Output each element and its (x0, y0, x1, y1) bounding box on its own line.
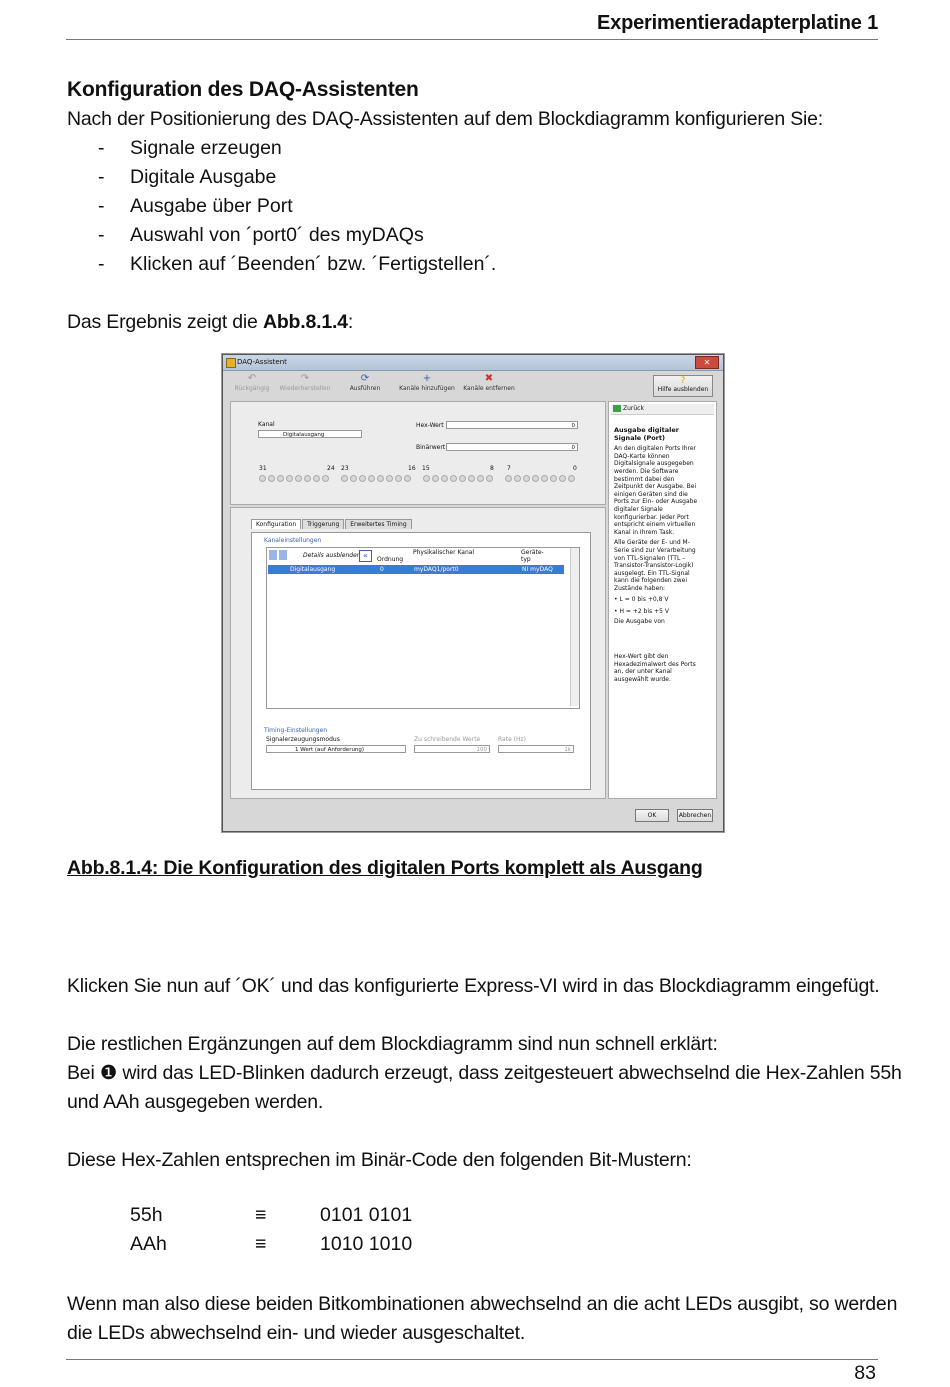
bullet-text: Ausgabe über Port (130, 195, 293, 217)
bit-led (350, 475, 357, 482)
collapse-icon[interactable]: « (359, 550, 372, 562)
rate-label: Rate (Hz) (498, 736, 527, 743)
tab-advanced-timing[interactable]: Erweitertes Timing (345, 519, 411, 529)
help-content (614, 427, 702, 684)
equivalence-symbol: ≡ (255, 1233, 267, 1255)
bit-led (368, 475, 375, 482)
binary-value: 0101 0101 (320, 1204, 413, 1226)
result-text (67, 308, 353, 337)
bit-led (559, 475, 566, 482)
bit-led (341, 475, 348, 482)
samples-label: Zu schreibende Werte (414, 736, 481, 743)
equivalence-symbol: ≡ (255, 1204, 267, 1226)
plus-icon: + (422, 373, 432, 384)
tab-triggering[interactable]: Triggerung (302, 519, 344, 529)
bit-led (286, 475, 293, 482)
redo-icon: ↷ (300, 373, 310, 384)
bit-led (404, 475, 411, 482)
config-tabs (251, 519, 413, 529)
bit-led (532, 475, 539, 482)
bit-label: 0 (573, 465, 577, 472)
config-panel (230, 507, 606, 799)
back-link[interactable]: Zurück (623, 405, 644, 412)
hide-details-label: Details ausblenden (303, 552, 361, 559)
hide-help-button[interactable] (653, 375, 713, 397)
bit-led (259, 475, 266, 482)
samples-field[interactable]: 100 (414, 745, 490, 753)
marker-one-icon: ❶ (99, 1062, 118, 1084)
column-order: Ordnung (377, 556, 404, 563)
paragraph (67, 1059, 902, 1088)
running-header: Experimentieradapterplatine 1 (597, 12, 878, 34)
help-nav (611, 404, 714, 415)
daq-assistant-screenshot (222, 354, 724, 832)
move-up-icon[interactable] (269, 550, 277, 560)
figure-reference: Abb.8.1.4 (262, 311, 348, 333)
bullet-item: - Signale erzeugen (98, 137, 282, 159)
run-icon: ⟳ (360, 373, 370, 384)
undo-icon: ↶ (247, 373, 257, 384)
bit-led (505, 475, 512, 482)
bit-led (550, 475, 557, 482)
bit-led (313, 475, 320, 482)
help-bullet: • L = 0 bis +0,8 V (614, 596, 669, 604)
remove-channels-button[interactable] (461, 373, 517, 392)
add-channels-label: Kanäle hinzufügen (399, 385, 455, 392)
bit-led (468, 475, 475, 482)
section-title: Konfiguration des DAQ-Assistenten (67, 78, 419, 101)
bit-label: 23 (341, 465, 349, 472)
bit-led (295, 475, 302, 482)
hide-help-label: Hilfe ausblenden (657, 386, 709, 393)
bit-led (441, 475, 448, 482)
bit-led (386, 475, 393, 482)
bit-led (514, 475, 521, 482)
result-prefix: Das Ergebnis zeigt die (67, 311, 263, 333)
page-number: 83 (854, 1362, 876, 1384)
bullet-text: Auswahl von ´port0´ des myDAQs (130, 224, 424, 246)
intro-text: Nach der Positionierung des DAQ-Assistenten auf dem Blockdiagramm konfigurieren Sie: (67, 108, 823, 130)
hex-label: Hex-Wert (416, 422, 444, 429)
toolbar (231, 373, 607, 397)
column-channel: Physikalischer Kanal (413, 549, 475, 556)
bit-led (377, 475, 384, 482)
bullet-text: Digitale Ausgabe (130, 166, 277, 188)
bit-label: 16 (408, 465, 416, 472)
close-button[interactable]: ✕ (695, 356, 719, 369)
bit-led (277, 475, 284, 482)
bit-led (395, 475, 402, 482)
paragraph-prefix: Bei (67, 1062, 100, 1084)
result-suffix: : (347, 311, 354, 333)
bullet-item: - Klicken auf ´Beenden´ bzw. ´Fertigstellen´. (98, 253, 497, 275)
table-row[interactable] (268, 565, 564, 574)
channel-table (266, 547, 580, 709)
bit-led (432, 475, 439, 482)
mode-label: Signalerzeugungsmodus (266, 736, 340, 743)
bit-led (304, 475, 311, 482)
bullet-text: Signale erzeugen (130, 137, 282, 159)
timing-settings-title: Timing-Einstellungen (264, 727, 328, 734)
mode-select[interactable]: 1 Wert (auf Anforderung) (266, 745, 406, 753)
paragraph: und AAh ausgegeben werden. (67, 1091, 324, 1113)
redo-button[interactable] (277, 373, 333, 392)
paragraph: Die restlichen Ergänzungen auf dem Blockdiagramm sind nun schnell erklärt: (67, 1033, 718, 1055)
figure-caption: Abb.8.1.4: Die Konfiguration des digitalen Ports komplett als Ausgang (67, 857, 703, 879)
remove-icon: ✖ (484, 373, 494, 384)
channel-select[interactable]: Digitalausgang (258, 430, 362, 438)
io-panel (230, 401, 606, 505)
redo-label: Wiederherstellen (279, 385, 331, 392)
tab-content (251, 532, 591, 790)
column-device: Geräte-typ (521, 549, 544, 563)
add-channels-button[interactable] (395, 373, 459, 392)
bit-led (568, 475, 575, 482)
paragraph: Diese Hex-Zahlen entsprechen im Binär-Code den folgenden Bit-Mustern: (67, 1149, 692, 1171)
help-title: Ausgabe digitaler Signale (Port) (614, 426, 679, 442)
window-titlebar (223, 355, 723, 371)
bit-led (523, 475, 530, 482)
bit-led (486, 475, 493, 482)
channel-settings-title: Kanaleinstellungen (264, 537, 322, 544)
tab-configuration[interactable]: Konfiguration (251, 519, 301, 529)
bit-label: 31 (259, 465, 267, 472)
bit-led (322, 475, 329, 482)
bit-label: 7 (507, 465, 511, 472)
binary-label: Binärwert (416, 444, 446, 451)
paragraph-suffix: wird das LED-Blinken dadurch erzeugt, dass zeitgesteuert abwechselnd die Hex-Zahlen 55h (117, 1062, 902, 1084)
undo-button[interactable] (231, 373, 273, 392)
help-paragraph: Die Ausgabe von (614, 617, 665, 625)
bullet-item: - Auswahl von ´port0´ des myDAQs (98, 224, 424, 246)
run-button[interactable] (343, 373, 387, 392)
help-bullet-text: H = +2 bis +5 V (619, 608, 669, 616)
bit-led (541, 475, 548, 482)
paragraph: die LEDs abwechselnd ein- und wieder ausgeschaltet. (67, 1322, 526, 1344)
row-order: 0 (380, 566, 384, 573)
rate-field[interactable]: 1k (498, 745, 574, 753)
paragraph: Wenn man also diese beiden Bitkombinationen abwechselnd an die acht LEDs ausgibt, so werden (67, 1293, 898, 1315)
bit-led (477, 475, 484, 482)
help-hex-note: Hex-Wert gibt den Hexadezimalwert des Ports an, der unter Kanal ausgewählt wurde. (614, 653, 696, 684)
hex-value: 55h (130, 1204, 163, 1226)
bit-label: 24 (327, 465, 335, 472)
help-paragraph: Alle Geräte der E- und M-Serie sind zur Verarbeitung von TTL-Signalen (TTL – Transistor-Transistor-Logik) ausgelegt. Ein TTL-Signal kann die folgenden zwei Zustände haben: (614, 539, 696, 592)
run-label: Ausführen (349, 385, 381, 392)
row-name: Digitalausgang (290, 566, 336, 573)
binary-field[interactable]: 0 (446, 443, 578, 451)
remove-channels-label: Kanäle entfernen (463, 385, 515, 392)
cancel-button[interactable]: Abbrechen (677, 809, 713, 822)
header-rule (66, 39, 878, 40)
bit-led (268, 475, 275, 482)
back-arrow-icon[interactable] (613, 405, 621, 412)
bullet-item: - Digitale Ausgabe (98, 166, 277, 188)
bullet-item: - Ausgabe über Port (98, 195, 293, 217)
help-bullet: • H = +2 bis +5 V (614, 608, 669, 616)
footer-rule (66, 1359, 878, 1360)
bit-led (423, 475, 430, 482)
binary-value: 1010 1010 (320, 1233, 413, 1255)
ok-button[interactable]: OK (635, 809, 669, 822)
channel-label: Kanal (258, 421, 275, 428)
app-icon (226, 358, 236, 368)
paragraph: Klicken Sie nun auf ´OK´ und das konfigurierte Express-VI wird in das Blockdiagramm eingefügt. (67, 975, 880, 997)
bit-led (450, 475, 457, 482)
help-bullet-text: L = 0 bis +0,8 V (619, 596, 669, 604)
help-paragraph: An den digitalen Ports Ihrer DAQ-Karte können Digitalsignale ausgegeben werden. Die Software bestimmt dabei den Zeitpunkt der Ausgabe. Bei einigen Geräten sind die Ports zur Ein- oder Ausgabe digitaler Signale konfigurierbar. Jeder Port entspricht einem virtuellen Kanal in Ihrem Task. (614, 445, 698, 536)
bit-label: 8 (490, 465, 494, 472)
bullet-text: Klicken auf ´Beenden´ bzw. ´Fertigstellen´. (130, 253, 497, 275)
bit-led (359, 475, 366, 482)
hex-field[interactable]: 0 (446, 421, 578, 429)
hex-value: AAh (130, 1233, 167, 1255)
row-device: NI myDAQ (522, 566, 553, 573)
window-title: DAQ-Assistent (237, 358, 287, 366)
bit-label: 15 (422, 465, 430, 472)
help-icon: ? (680, 376, 686, 386)
table-scrollbar[interactable] (570, 548, 579, 706)
row-channel: myDAQ1/port0 (414, 566, 459, 573)
move-down-icon[interactable] (279, 550, 287, 560)
bit-led (459, 475, 466, 482)
undo-label: Rückgängig (234, 385, 270, 392)
